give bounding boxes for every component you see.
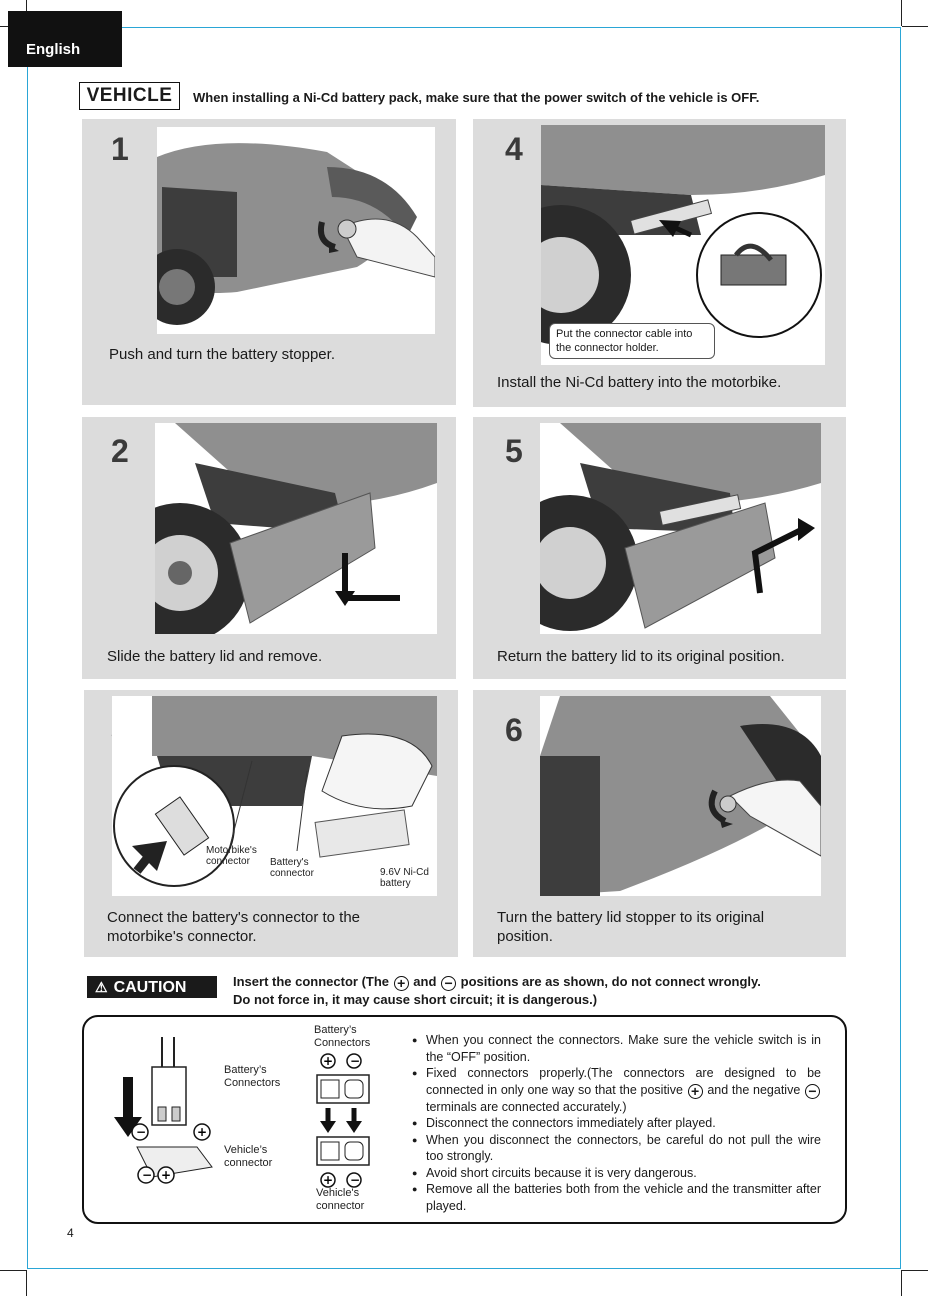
list-item: ● When you disconnect the connectors, be careful do not pull the wire too strongly. (410, 1132, 821, 1165)
vehicle-note: When installing a Ni-Cd battery pack, make sure that the power switch of the vehicle is OFF. (193, 90, 760, 105)
plus-icon: + (688, 1084, 703, 1099)
list-item: ● Disconnect the connectors immediately after played. (410, 1115, 821, 1132)
svg-text:+: + (197, 1125, 208, 1139)
step-1-photo (157, 127, 435, 334)
battery-label: 9.6V Ni-Cd battery (380, 867, 429, 889)
step-6-photo (540, 696, 821, 896)
warning-icon: ⚠ (95, 979, 108, 995)
caution-label: CAUTION (113, 979, 187, 996)
svg-text:−: − (142, 1168, 153, 1182)
step-3-panel (84, 690, 458, 957)
step-2-panel (82, 417, 456, 679)
connector-diagram-left (102, 1037, 232, 1202)
caution-badge (87, 976, 217, 998)
step-5-photo (540, 423, 821, 634)
caution-text (233, 973, 833, 1008)
step-number: 5 (505, 433, 523, 469)
battery-connector-label: Battery's connector (270, 857, 314, 879)
battery-connectors-label: Battery’s Connectors (224, 1064, 281, 1089)
step-5-caption: Return the battery lid to its original position. (497, 648, 785, 665)
plus-icon: + (394, 976, 409, 991)
crop-mark (902, 1270, 928, 1271)
connector-diagram-mid (312, 1053, 374, 1193)
caution-text-part: positions are as shown, do not connect wrongly. (460, 974, 761, 989)
svg-text:+: + (161, 1168, 172, 1182)
crop-mark (0, 1270, 26, 1271)
battery-connectors-label: Battery’s Connectors (314, 1024, 371, 1049)
step-3-caption: Connect the battery's connector to the motorbike's connector. (107, 909, 361, 945)
caution-text-part: and (413, 974, 437, 989)
minus-icon: − (441, 976, 456, 991)
language-tab: English (8, 11, 122, 67)
svg-text:−: − (350, 1173, 361, 1187)
list-item-text: Fixed connectors properly.(The connectors are designed to be connected in only one way so that the positive (426, 1066, 821, 1097)
step-4-panel (473, 119, 846, 407)
crop-mark (902, 26, 928, 27)
list-item: ● Avoid short circuits because it is very dangerous. (410, 1165, 821, 1182)
motorbike-illustration (155, 423, 437, 634)
step-5-panel (473, 417, 846, 679)
step-number: 2 (111, 433, 129, 469)
step-number: 6 (505, 712, 523, 748)
motorbike-illustration (157, 127, 435, 334)
crop-mark (901, 0, 902, 26)
vehicle-tag: VEHICLE (79, 82, 180, 110)
caution-text-part: Insert the connector (The (233, 974, 390, 989)
step-2-caption: Slide the battery lid and remove. (107, 648, 323, 665)
vehicle-connector-label: Vehicle’s connector (224, 1144, 273, 1169)
step-number: 1 (111, 131, 129, 167)
svg-text:+: + (323, 1054, 334, 1068)
connector-holder-callout: Put the connector cable into the connector holder. (549, 323, 715, 359)
step-6-panel (473, 690, 846, 957)
step-4-caption: Install the Ni-Cd battery into the motorbike. (497, 374, 782, 391)
step-number: 4 (505, 131, 523, 167)
page-number: 4 (67, 1226, 74, 1240)
list-item (410, 1065, 821, 1115)
list-item-text: and the negative (707, 1082, 801, 1097)
list-item: ● Remove all the batteries both from the vehicle and the transmitter after played. (410, 1181, 821, 1214)
list-item: ● When you connect the connectors. Make sure the vehicle switch is in the “OFF” position. (410, 1032, 821, 1065)
motorbike-connector-label: Motorbike's connector (206, 845, 257, 867)
motorbike-illustration (540, 696, 821, 896)
list-item-text: terminals are connected accurately.) (426, 1099, 627, 1114)
caution-text-line2: Do not force in, it may cause short circuit; it is dangerous.) (233, 992, 598, 1007)
crop-mark (26, 1270, 27, 1296)
vehicle-connector-label: Vehicle's connector (316, 1187, 365, 1212)
motorbike-illustration (540, 423, 821, 634)
step-1-caption: Push and turn the battery stopper. (109, 346, 335, 363)
step-1-panel (82, 119, 456, 405)
minus-icon: − (805, 1084, 820, 1099)
crop-mark (901, 1270, 902, 1296)
svg-text:−: − (136, 1125, 147, 1139)
caution-bullet-list (410, 1032, 821, 1214)
svg-text:−: − (350, 1054, 361, 1068)
step-2-photo (155, 423, 437, 634)
step-6-caption: Turn the battery lid stopper to its original position. (497, 909, 765, 945)
svg-text:+: + (323, 1173, 334, 1187)
